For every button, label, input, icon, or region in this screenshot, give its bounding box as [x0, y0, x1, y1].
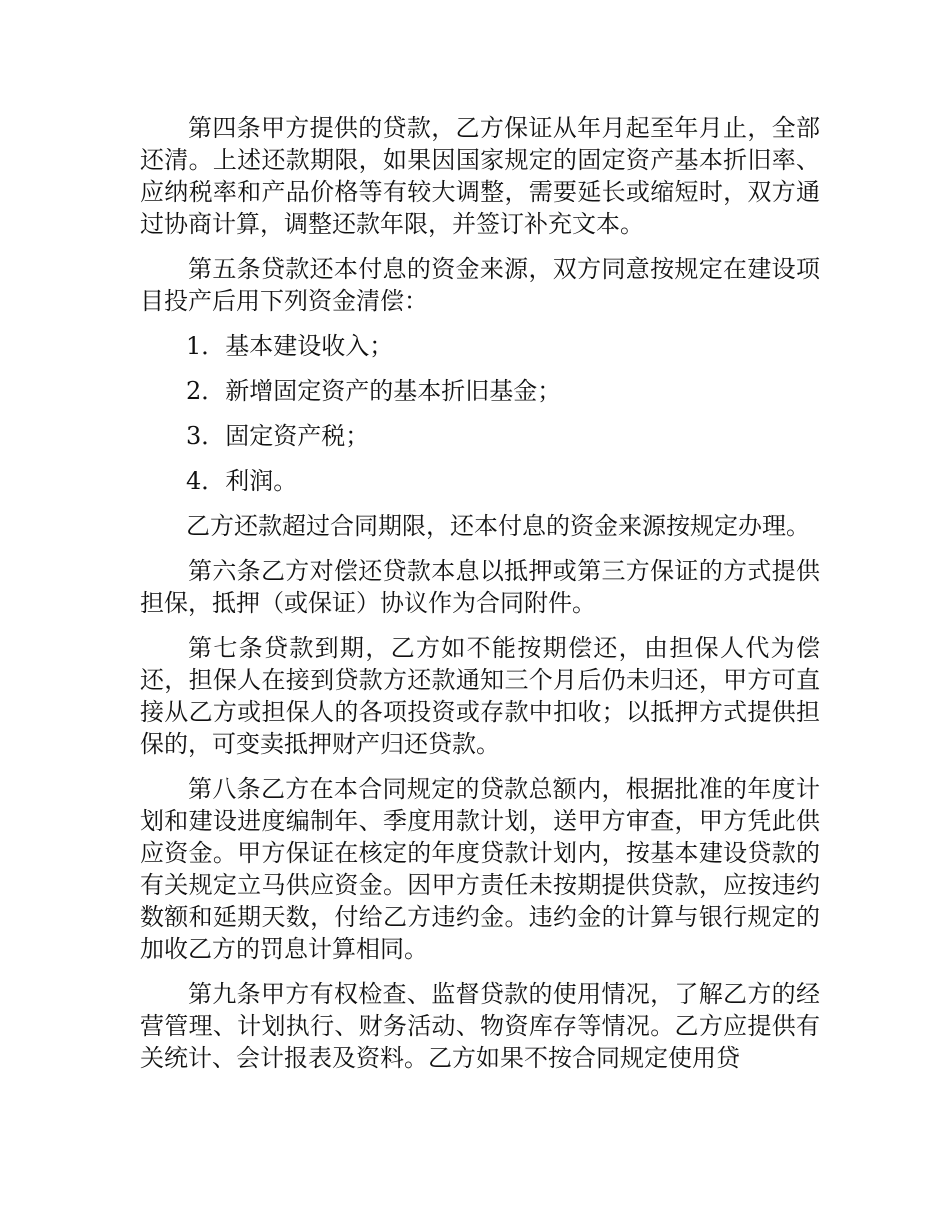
overdue-paragraph: 乙方还款超过合同期限，还本付息的资金来源按规定办理。: [186, 512, 810, 540]
article-9-paragraph: 第九条甲方有权检查、监督贷款的使用情况，了解乙方的经营管理、计划执行、财务活动、物资库存等情况。乙方应提供有关统计、会计报表及资料。乙方如果不按合同规定使用贷: [140, 980, 820, 1072]
document-body: [140, 112, 820, 1087]
list-item-1: 1．基本建设收入；: [186, 332, 394, 360]
article-7-paragraph: 第七条贷款到期，乙方如不能按期偿还，由担保人代为偿还，担保人在接到贷款方还款通知三个月后仍未归还，甲方可直接从乙方或担保人的各项投资或存款中扣收；以抵押方式提供担保的，可变卖抵押财产归还贷款。: [140, 634, 820, 758]
list-item-2: 2．新增固定资产的基本折旧基金；: [186, 377, 562, 405]
article-5-paragraph: 第五条贷款还本付息的资金来源，双方同意按规定在建设项目投产后用下列资金清偿：: [140, 255, 820, 315]
article-8-paragraph: 第八条乙方在本合同规定的贷款总额内，根据批准的年度计划和建设进度编制年、季度用款计划，送甲方审查，甲方凭此供应资金。甲方保证在核定的年度贷款计划内，按基本建设贷款的有关规定立马供应资金。因甲方责任未按期提供贷款，应按违约数额和延期天数，付给乙方违约金。违约金的计算与银行规定的加收乙方的罚息计算相同。: [140, 775, 820, 963]
article-4-paragraph: 第四条甲方提供的贷款，乙方保证从年月起至年月止，全部还清。上述还款期限，如果因国家规定的固定资产基本折旧率、应纳税率和产品价格等有较大调整，需要延长或缩短时，双方通过协商计算，调整还款年限，并签订补充文本。: [140, 114, 820, 238]
list-item-4: 4．利润。: [186, 467, 298, 495]
list-item-3: 3．固定资产税；: [186, 422, 370, 450]
article-6-paragraph: 第六条乙方对偿还贷款本息以抵押或第三方保证的方式提供担保，抵押（或保证）协议作为合同附件。: [140, 557, 820, 617]
